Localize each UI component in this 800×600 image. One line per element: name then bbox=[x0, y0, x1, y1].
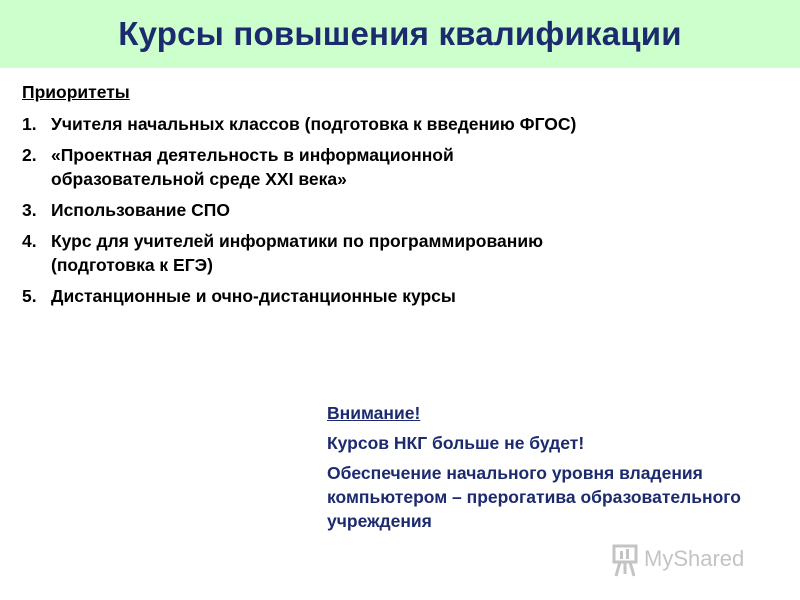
list-item-text: Использование СПО bbox=[51, 200, 230, 220]
list-item-text: Курс для учителей информатики по программированию (подготовка к ЕГЭ) bbox=[51, 231, 544, 275]
watermark-logo bbox=[612, 540, 762, 580]
list-item bbox=[22, 229, 582, 277]
watermark-text: MyShared bbox=[644, 546, 745, 571]
list-item-text: Учителя начальных классов (подготовка к введению ФГОС) bbox=[51, 114, 577, 134]
title-bar bbox=[0, 0, 800, 68]
list-item-number: 3. bbox=[22, 200, 37, 220]
list-item bbox=[22, 112, 582, 136]
list-item-text: Дистанционные и очно-дистанционные курсы bbox=[51, 286, 456, 306]
list-item-text: «Проектная деятельность в информационной образовательной среде XXI века» bbox=[51, 145, 454, 189]
notice-line-courses: Курсов НКГ больше не будет! bbox=[327, 433, 585, 453]
priorities-heading: Приоритеты bbox=[22, 82, 130, 102]
notice-section bbox=[327, 401, 777, 539]
list-item-number: 5. bbox=[22, 286, 37, 306]
list-item bbox=[22, 284, 582, 308]
priorities-list bbox=[22, 112, 582, 308]
notice-heading: Внимание! bbox=[327, 403, 421, 423]
list-item bbox=[22, 198, 582, 222]
slide-title: Курсы повышения квалификации bbox=[118, 15, 682, 52]
list-item bbox=[22, 143, 582, 191]
priorities-section bbox=[22, 80, 582, 315]
list-item-number: 1. bbox=[22, 114, 37, 134]
list-item-number: 2. bbox=[22, 145, 37, 165]
list-item-number: 4. bbox=[22, 231, 37, 251]
notice-line-responsibility: Обеспечение начального уровня владения компьютером – прерогатива образовательного учреждения bbox=[327, 463, 742, 531]
presentation-board-icon bbox=[612, 540, 762, 580]
